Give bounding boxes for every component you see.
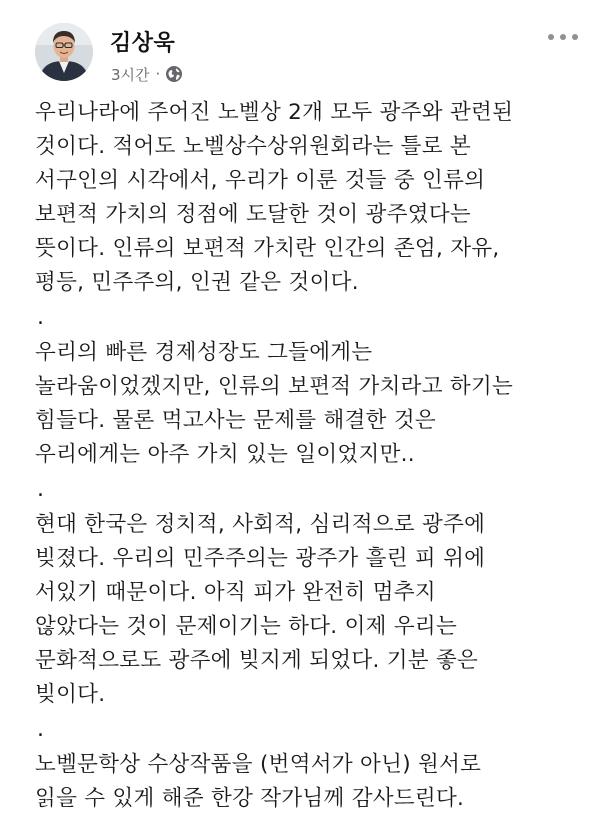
text-line: 우리나라에 주어진 노벨상 2개 모두 광주와 관련된	[35, 100, 514, 125]
text-line: 것이다. 적어도 노벨상수상위원회라는 틀로 본	[35, 134, 471, 159]
post-header	[0, 0, 600, 92]
post-paragraph-2	[35, 336, 595, 472]
text-line: 평등, 민주주의, 인권 같은 것이다.	[35, 270, 359, 295]
text-line: 우리의 빠른 경제성장도 그들에게는	[35, 340, 373, 365]
post-paragraph-4	[35, 748, 595, 816]
paragraph-separator: .	[37, 305, 44, 330]
text-line: 서구인의 시각에서, 우리가 이룬 것들 중 인류의	[35, 168, 486, 193]
post-meta	[111, 63, 183, 85]
author-name[interactable]: 김상욱	[110, 31, 176, 56]
paragraph-separator: .	[37, 477, 44, 502]
text-line: 않았다는 것이 문제이기는 하다. 이제 우리는	[35, 614, 458, 639]
text-line: 문화적으로도 광주에 빚지게 되었다. 기분 좋은	[35, 648, 479, 673]
text-line: 현대 한국은 정치적, 사회적, 심리적으로 광주에	[35, 512, 486, 537]
profile-photo-icon	[35, 23, 93, 81]
text-line: 빚이다.	[35, 682, 106, 707]
text-line: 뜻이다. 인류의 보편적 가치란 인간의 존엄, 자유,	[35, 236, 500, 261]
text-line: 놀라움이었겠지만, 인류의 보편적 가치라고 하기는	[35, 374, 514, 399]
more-horizontal-icon	[548, 34, 554, 40]
more-horizontal-icon	[560, 34, 566, 40]
text-line: 우리에게는 아주 가치 있는 일이었지만..	[35, 442, 415, 467]
text-line: 서있기 때문이다. 아직 피가 완전히 멈추지	[35, 580, 436, 605]
more-horizontal-icon	[572, 34, 578, 40]
text-line: 빚졌다. 우리의 민주주의는 광주가 흘린 피 위에	[35, 546, 486, 571]
more-options-button[interactable]	[548, 30, 578, 44]
post-timestamp[interactable]: 3시간	[111, 65, 150, 84]
paragraph-separator: .	[37, 717, 44, 742]
text-line: 읽을 수 있게 해준 한강 작가님께 감사드린다.	[35, 786, 465, 811]
text-line: 노벨문학상 수상작품을 (번역서가 아닌) 원서로	[35, 752, 482, 777]
post-paragraph-3	[35, 508, 595, 712]
post-paragraph-1	[35, 96, 595, 300]
text-line: 보편적 가치의 정점에 도달한 것이 광주였다는	[35, 202, 471, 227]
post-body	[35, 96, 595, 816]
avatar[interactable]	[35, 23, 93, 81]
meta-separator: ·	[155, 65, 161, 83]
text-line: 힘들다. 물론 먹고사는 문제를 해결한 것은	[35, 408, 436, 433]
globe-icon[interactable]	[165, 65, 183, 83]
